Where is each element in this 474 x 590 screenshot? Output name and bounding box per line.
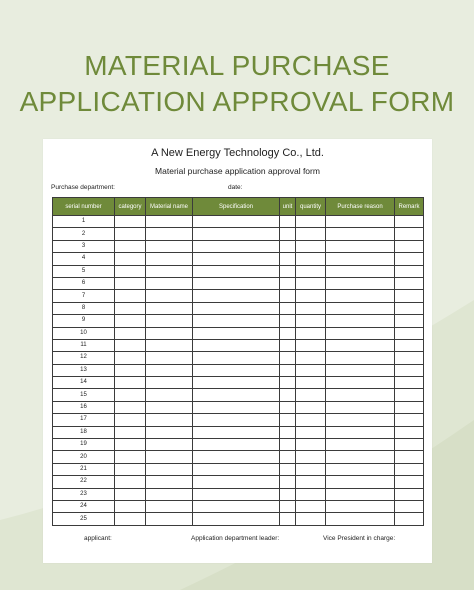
table-body: [53, 216, 424, 526]
table-row: [53, 500, 424, 512]
empty-cell[interactable]: [326, 265, 395, 277]
column-header: Specification: [193, 198, 280, 216]
empty-cell[interactable]: [280, 414, 296, 426]
empty-cell[interactable]: [280, 253, 296, 265]
empty-cell[interactable]: [326, 463, 395, 475]
empty-cell[interactable]: [146, 253, 193, 265]
empty-cell[interactable]: [296, 216, 326, 228]
empty-cell[interactable]: [296, 426, 326, 438]
table-row: [53, 377, 424, 389]
empty-cell[interactable]: [280, 439, 296, 451]
serial-number-cell: 14: [53, 377, 115, 389]
empty-cell[interactable]: [146, 352, 193, 364]
serial-number-cell: 8: [53, 302, 115, 314]
table-row: [53, 389, 424, 401]
empty-cell[interactable]: [146, 439, 193, 451]
empty-cell[interactable]: [193, 500, 280, 512]
table-row: [53, 476, 424, 488]
empty-cell[interactable]: [395, 463, 424, 475]
empty-cell[interactable]: [115, 277, 146, 289]
page-title-line-2: APPLICATION APPROVAL FORM: [19, 86, 455, 117]
serial-number-cell: 18: [53, 426, 115, 438]
empty-cell[interactable]: [146, 463, 193, 475]
empty-cell[interactable]: [280, 500, 296, 512]
empty-cell[interactable]: [146, 389, 193, 401]
column-header: Purchase reason: [326, 198, 395, 216]
table-header-row: [53, 198, 424, 216]
empty-cell[interactable]: [193, 488, 280, 500]
empty-cell[interactable]: [395, 352, 424, 364]
empty-cell[interactable]: [115, 339, 146, 351]
table-row: [53, 240, 424, 252]
empty-cell[interactable]: [193, 401, 280, 413]
empty-cell[interactable]: [280, 463, 296, 475]
serial-number-cell: 5: [53, 265, 115, 277]
empty-cell[interactable]: [296, 240, 326, 252]
empty-cell[interactable]: [326, 500, 395, 512]
purchase-department-label: Purchase department:: [51, 184, 115, 191]
empty-cell[interactable]: [193, 228, 280, 240]
empty-cell[interactable]: [395, 500, 424, 512]
empty-cell[interactable]: [395, 451, 424, 463]
empty-cell[interactable]: [115, 377, 146, 389]
empty-cell[interactable]: [280, 513, 296, 525]
empty-cell[interactable]: [326, 439, 395, 451]
empty-cell[interactable]: [296, 364, 326, 376]
empty-cell[interactable]: [326, 377, 395, 389]
empty-cell[interactable]: [146, 265, 193, 277]
empty-cell[interactable]: [115, 488, 146, 500]
empty-cell[interactable]: [115, 315, 146, 327]
serial-number-cell: 3: [53, 240, 115, 252]
empty-cell[interactable]: [280, 277, 296, 289]
table-row: [53, 439, 424, 451]
serial-number-cell: 10: [53, 327, 115, 339]
table-row: [53, 277, 424, 289]
serial-number-cell: 7: [53, 290, 115, 302]
table-row: [53, 513, 424, 525]
empty-cell[interactable]: [193, 265, 280, 277]
empty-cell[interactable]: [115, 389, 146, 401]
table-row: [53, 488, 424, 500]
empty-cell[interactable]: [115, 216, 146, 228]
empty-cell[interactable]: [193, 290, 280, 302]
empty-cell[interactable]: [193, 240, 280, 252]
empty-cell[interactable]: [193, 352, 280, 364]
empty-cell[interactable]: [193, 327, 280, 339]
empty-cell[interactable]: [395, 488, 424, 500]
empty-cell[interactable]: [115, 439, 146, 451]
empty-cell[interactable]: [280, 327, 296, 339]
empty-cell[interactable]: [146, 500, 193, 512]
empty-cell[interactable]: [146, 476, 193, 488]
empty-cell[interactable]: [193, 315, 280, 327]
empty-cell[interactable]: [146, 377, 193, 389]
empty-cell[interactable]: [146, 426, 193, 438]
empty-cell[interactable]: [280, 216, 296, 228]
empty-cell[interactable]: [296, 463, 326, 475]
empty-cell[interactable]: [146, 339, 193, 351]
empty-cell[interactable]: [193, 426, 280, 438]
empty-cell[interactable]: [115, 352, 146, 364]
empty-cell[interactable]: [296, 513, 326, 525]
empty-cell[interactable]: [326, 426, 395, 438]
empty-cell[interactable]: [193, 476, 280, 488]
table-row: [53, 315, 424, 327]
serial-number-cell: 2: [53, 228, 115, 240]
empty-cell[interactable]: [326, 389, 395, 401]
empty-cell[interactable]: [395, 389, 424, 401]
table-row: [53, 290, 424, 302]
empty-cell[interactable]: [146, 364, 193, 376]
empty-cell[interactable]: [395, 290, 424, 302]
empty-cell[interactable]: [115, 463, 146, 475]
serial-number-cell: 19: [53, 439, 115, 451]
empty-cell[interactable]: [296, 253, 326, 265]
empty-cell[interactable]: [296, 290, 326, 302]
serial-number-cell: 20: [53, 451, 115, 463]
empty-cell[interactable]: [395, 476, 424, 488]
empty-cell[interactable]: [280, 352, 296, 364]
table-row: [53, 339, 424, 351]
empty-cell[interactable]: [115, 302, 146, 314]
table-row: [53, 302, 424, 314]
empty-cell[interactable]: [193, 451, 280, 463]
empty-cell[interactable]: [395, 265, 424, 277]
empty-cell[interactable]: [395, 364, 424, 376]
empty-cell[interactable]: [280, 401, 296, 413]
empty-cell[interactable]: [296, 439, 326, 451]
empty-cell[interactable]: [395, 240, 424, 252]
empty-cell[interactable]: [280, 389, 296, 401]
empty-cell[interactable]: [296, 476, 326, 488]
form-subtitle: Material purchase application approval form: [155, 166, 320, 176]
empty-cell[interactable]: [395, 401, 424, 413]
empty-cell[interactable]: [395, 253, 424, 265]
empty-cell[interactable]: [193, 364, 280, 376]
purchase-table: [52, 197, 424, 526]
empty-cell[interactable]: [296, 377, 326, 389]
serial-number-cell: 16: [53, 401, 115, 413]
empty-cell[interactable]: [280, 290, 296, 302]
empty-cell[interactable]: [280, 315, 296, 327]
empty-cell[interactable]: [146, 302, 193, 314]
table-row: [53, 253, 424, 265]
empty-cell[interactable]: [115, 401, 146, 413]
empty-cell[interactable]: [115, 327, 146, 339]
empty-cell[interactable]: [146, 216, 193, 228]
column-header: category: [115, 198, 146, 216]
date-label: date:: [228, 184, 243, 191]
empty-cell[interactable]: [296, 277, 326, 289]
column-header: Remark: [395, 198, 424, 216]
empty-cell[interactable]: [280, 240, 296, 252]
empty-cell[interactable]: [395, 277, 424, 289]
empty-cell[interactable]: [296, 451, 326, 463]
empty-cell[interactable]: [146, 401, 193, 413]
serial-number-cell: 22: [53, 476, 115, 488]
serial-number-cell: 11: [53, 339, 115, 351]
empty-cell[interactable]: [115, 364, 146, 376]
column-header: unit: [280, 198, 296, 216]
table-row: [53, 352, 424, 364]
empty-cell[interactable]: [193, 302, 280, 314]
empty-cell[interactable]: [146, 315, 193, 327]
applicant-label: applicant:: [84, 535, 112, 542]
empty-cell[interactable]: [115, 290, 146, 302]
empty-cell[interactable]: [280, 476, 296, 488]
empty-cell[interactable]: [193, 377, 280, 389]
empty-cell[interactable]: [115, 476, 146, 488]
serial-number-cell: 9: [53, 315, 115, 327]
empty-cell[interactable]: [326, 364, 395, 376]
empty-cell[interactable]: [326, 476, 395, 488]
empty-cell[interactable]: [193, 513, 280, 525]
empty-cell[interactable]: [146, 327, 193, 339]
empty-cell[interactable]: [193, 389, 280, 401]
empty-cell[interactable]: [296, 488, 326, 500]
serial-number-cell: 13: [53, 364, 115, 376]
empty-cell[interactable]: [395, 513, 424, 525]
empty-cell[interactable]: [395, 414, 424, 426]
table-row: [53, 364, 424, 376]
serial-number-cell: 4: [53, 253, 115, 265]
empty-cell[interactable]: [296, 352, 326, 364]
vice-president-label: Vice President in charge:: [323, 535, 396, 542]
company-name: A New Energy Technology Co., Ltd.: [151, 147, 324, 159]
empty-cell[interactable]: [326, 352, 395, 364]
serial-number-cell: 24: [53, 500, 115, 512]
empty-cell[interactable]: [146, 414, 193, 426]
empty-cell[interactable]: [326, 216, 395, 228]
empty-cell[interactable]: [280, 302, 296, 314]
table-row: [53, 451, 424, 463]
table-row: [53, 414, 424, 426]
serial-number-cell: 25: [53, 513, 115, 525]
empty-cell[interactable]: [326, 327, 395, 339]
empty-cell[interactable]: [326, 488, 395, 500]
empty-cell[interactable]: [326, 451, 395, 463]
empty-cell[interactable]: [115, 513, 146, 525]
empty-cell[interactable]: [395, 228, 424, 240]
empty-cell[interactable]: [395, 426, 424, 438]
empty-cell[interactable]: [146, 277, 193, 289]
empty-cell[interactable]: [395, 377, 424, 389]
empty-cell[interactable]: [115, 426, 146, 438]
department-leader-label: Application department leader:: [191, 535, 280, 542]
empty-cell[interactable]: [395, 315, 424, 327]
empty-cell[interactable]: [395, 327, 424, 339]
empty-cell[interactable]: [115, 265, 146, 277]
column-header: quantity: [296, 198, 326, 216]
empty-cell[interactable]: [395, 302, 424, 314]
empty-cell[interactable]: [395, 439, 424, 451]
empty-cell[interactable]: [193, 253, 280, 265]
empty-cell[interactable]: [115, 500, 146, 512]
column-header: serial number: [53, 198, 115, 216]
empty-cell[interactable]: [280, 339, 296, 351]
table-row: [53, 327, 424, 339]
form-sheet: [43, 139, 432, 563]
column-header: Material name: [146, 198, 193, 216]
empty-cell[interactable]: [326, 513, 395, 525]
table-row: [53, 216, 424, 228]
empty-cell[interactable]: [326, 414, 395, 426]
empty-cell[interactable]: [296, 315, 326, 327]
empty-cell[interactable]: [296, 401, 326, 413]
empty-cell[interactable]: [193, 414, 280, 426]
empty-cell[interactable]: [326, 228, 395, 240]
empty-cell[interactable]: [296, 228, 326, 240]
empty-cell[interactable]: [326, 290, 395, 302]
empty-cell[interactable]: [115, 414, 146, 426]
empty-cell[interactable]: [146, 488, 193, 500]
empty-cell[interactable]: [296, 500, 326, 512]
empty-cell[interactable]: [296, 414, 326, 426]
serial-number-cell: 15: [53, 389, 115, 401]
table-row: [53, 265, 424, 277]
empty-cell[interactable]: [326, 339, 395, 351]
empty-cell[interactable]: [326, 240, 395, 252]
empty-cell[interactable]: [296, 389, 326, 401]
empty-cell[interactable]: [280, 377, 296, 389]
page-title-line-1: MATERIAL PURCHASE: [84, 50, 390, 81]
empty-cell[interactable]: [280, 426, 296, 438]
empty-cell[interactable]: [115, 228, 146, 240]
serial-number-cell: 17: [53, 414, 115, 426]
empty-cell[interactable]: [296, 339, 326, 351]
empty-cell[interactable]: [296, 327, 326, 339]
empty-cell[interactable]: [193, 339, 280, 351]
empty-cell[interactable]: [326, 253, 395, 265]
empty-cell[interactable]: [296, 265, 326, 277]
serial-number-cell: 6: [53, 277, 115, 289]
empty-cell[interactable]: [193, 216, 280, 228]
empty-cell[interactable]: [280, 228, 296, 240]
table-row: [53, 401, 424, 413]
empty-cell[interactable]: [296, 302, 326, 314]
empty-cell[interactable]: [326, 315, 395, 327]
empty-cell[interactable]: [193, 439, 280, 451]
empty-cell[interactable]: [280, 364, 296, 376]
empty-cell[interactable]: [193, 277, 280, 289]
empty-cell[interactable]: [146, 228, 193, 240]
empty-cell[interactable]: [146, 240, 193, 252]
empty-cell[interactable]: [326, 401, 395, 413]
empty-cell[interactable]: [193, 463, 280, 475]
empty-cell[interactable]: [146, 451, 193, 463]
serial-number-cell: 1: [53, 216, 115, 228]
table-row: [53, 463, 424, 475]
serial-number-cell: 12: [53, 352, 115, 364]
empty-cell[interactable]: [280, 451, 296, 463]
empty-cell[interactable]: [326, 302, 395, 314]
serial-number-cell: 23: [53, 488, 115, 500]
empty-cell[interactable]: [115, 240, 146, 252]
empty-cell[interactable]: [326, 277, 395, 289]
page-title: [0, 48, 474, 120]
serial-number-cell: 21: [53, 463, 115, 475]
empty-cell[interactable]: [115, 253, 146, 265]
empty-cell[interactable]: [115, 451, 146, 463]
empty-cell[interactable]: [280, 488, 296, 500]
table-row: [53, 426, 424, 438]
empty-cell[interactable]: [146, 513, 193, 525]
table-row: [53, 228, 424, 240]
empty-cell[interactable]: [395, 216, 424, 228]
empty-cell[interactable]: [280, 265, 296, 277]
empty-cell[interactable]: [146, 290, 193, 302]
empty-cell[interactable]: [395, 339, 424, 351]
